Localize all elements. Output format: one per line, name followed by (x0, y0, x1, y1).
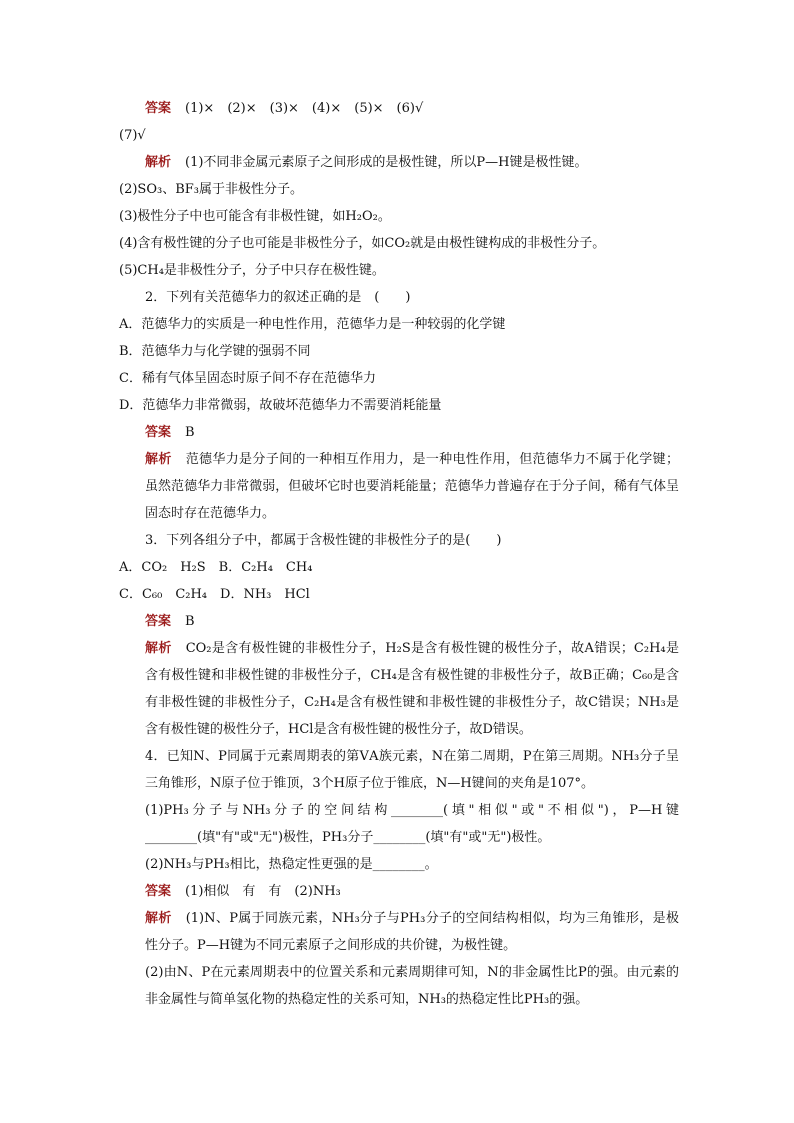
analysis-label: 解析 (145, 911, 172, 926)
q1-analysis-line-4: (4)含有极性键的分子也可能是非极性分子，如CO₂就是由极性键构成的非极性分子。 (119, 236, 606, 251)
q4-part-2: (2)NH₃与PH₃相比，热稳定性更强的是________。 (145, 857, 438, 872)
q1-analysis-text-1: (1)不同非金属元素原子之间形成的是极性键，所以P—H键是极性键。 (185, 155, 588, 170)
document-body (119, 95, 679, 1013)
q3-stem: 3．下列各组分子中，都属于含极性键的非极性分子的是( ) (145, 533, 502, 548)
q2-option-a: A．范德华力的实质是一种电性作用，范德华力是一种较弱的化学键 (119, 317, 506, 332)
q2-answer-text: B (185, 425, 195, 440)
q1-answer-line-2: (7)√ (119, 128, 146, 143)
q1-analysis-line-2: (2)SO₃、BF₃属于非极性分子。 (119, 182, 303, 197)
q3-options-cd: C．C₆₀ C₂H₄ D．NH₃ HCl (119, 587, 310, 602)
q1-answer-text: (1)× (2)× (3)× (4)× (5)× (6)√ (185, 101, 424, 116)
q2-option-b: B．范德华力与化学键的强弱不同 (119, 344, 311, 359)
answer-label: 答案 (145, 101, 172, 116)
q1-analysis-line-5: (5)CH₄是非极性分子，分子中只存在极性键。 (119, 263, 385, 278)
q4-analysis-1 (119, 905, 679, 959)
q2-stem: 2．下列有关范德华力的叙述正确的是 ( ) (145, 290, 411, 305)
analysis-label: 解析 (145, 641, 172, 656)
q4-analysis-2: (2)由N、P在元素周期表中的位置关系和元素周期律可知，N的非金属性比P的强。由元素的非金属性与简单氢化物的热稳定性的关系可知，NH₃的热稳定性比PH₃的强。 (145, 965, 679, 1007)
q2-analysis-text: 范德华力是分子间的一种相互作用力，是一种电性作用，但范德华力不属于化学键；虽然范德华力非常微弱，但破坏它时也要消耗能量；范德华力普遍存在于分子间，稀有气体呈固态时存在范德华力。 (145, 452, 679, 521)
answer-label: 答案 (145, 884, 172, 899)
q2-analysis (119, 446, 679, 527)
analysis-label: 解析 (145, 155, 172, 170)
q3-answer-text: B (185, 614, 195, 629)
answer-label: 答案 (145, 614, 172, 629)
q2-option-c: C．稀有气体呈固态时原子间不存在范德华力 (119, 371, 376, 386)
q1-analysis-line-3: (3)极性分子中也可能含有非极性键，如H₂O₂。 (119, 209, 391, 224)
q3-answer-line (119, 608, 679, 635)
q3-analysis (119, 635, 679, 743)
q1-answer-line (119, 95, 679, 122)
analysis-label: 解析 (145, 452, 172, 467)
q2-answer-line (119, 419, 679, 446)
q4-part-1: (1)PH₃分子与NH₃分子的空间结构________(填"相似"或"不相似")，P—H键________(填"有"或"无")极性，PH₃分子________(填"有"或"无")极性。 (145, 803, 679, 845)
q4-answer-line (119, 878, 679, 905)
q3-options-ab: A．CO₂ H₂S B．C₂H₄ CH₄ (119, 560, 313, 575)
q1-analysis-line-1 (119, 149, 679, 176)
q4-analysis-text-1: (1)N、P属于同族元素，NH₃分子与PH₃分子的空间结构相似，均为三角锥形，是极性分子。P—H键为不同元素原子之间形成的共价键，为极性键。 (145, 911, 679, 953)
answer-label: 答案 (145, 425, 172, 440)
q2-option-d: D．范德华力非常微弱，故破坏范德华力不需要消耗能量 (119, 398, 442, 413)
q3-analysis-text: CO₂是含有极性键的非极性分子，H₂S是含有极性键的极性分子，故A错误；C₂H₄是含有极性键和非极性键的非极性分子，CH₄是含有极性键的非极性分子，故B正确；C₆₀是含有非极性键的非极性分子，C₂H₄是含有极性键和非极性键的非极性分子，故C错误；NH₃是含有极性键的极性分子，HCl是含有极性键的极性分子，故D错误。 (145, 641, 679, 737)
q4-answer-text: (1)相似 有 有 (2)NH₃ (185, 884, 341, 899)
q4-stem: 4．已知N、P同属于元素周期表的第ⅤA族元素，N在第二周期，P在第三周期。NH₃分子呈三角锥形，N原子位于锥顶，3个H原子位于锥底，N—H键间的夹角是107°。 (145, 749, 679, 791)
